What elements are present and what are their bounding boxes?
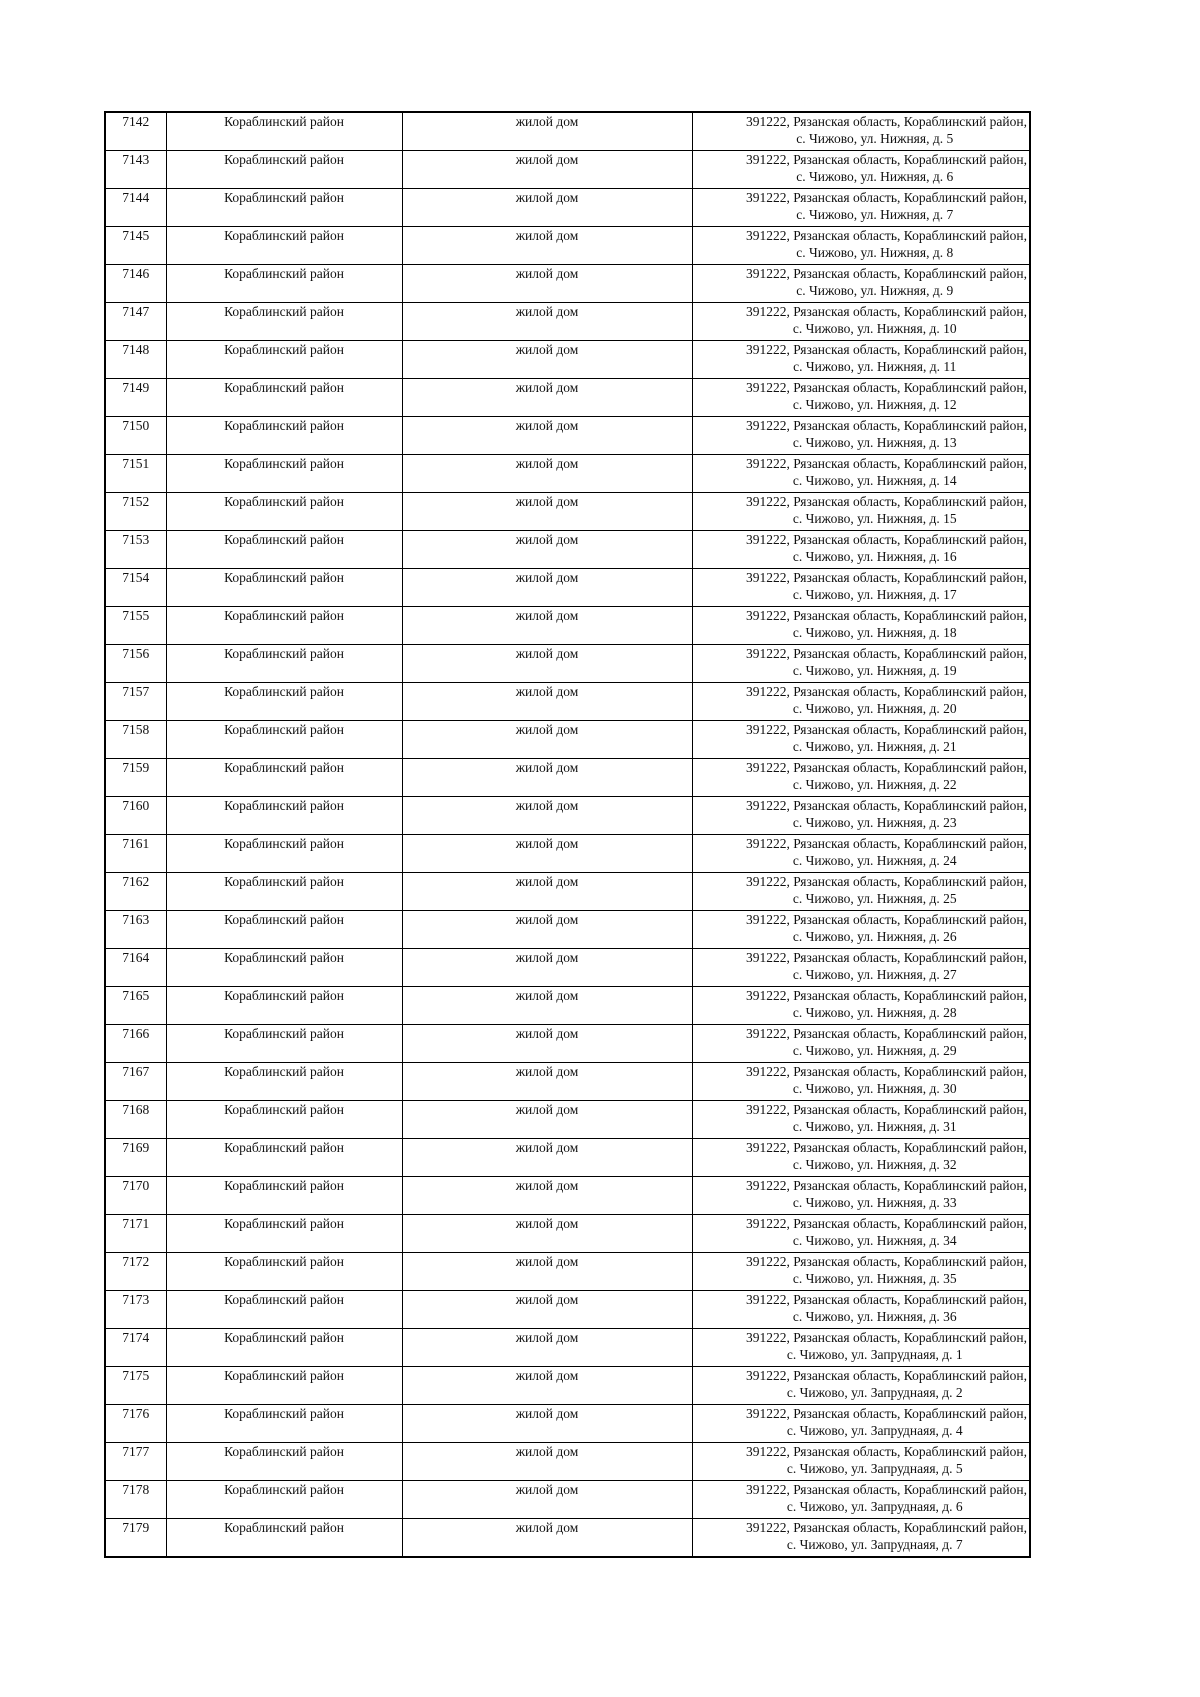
address-line-1: 391222, Рязанская область, Кораблинский район,	[746, 1026, 1027, 1041]
address-line-2: с. Чижово, ул. Нижняя, д. 35	[792, 1271, 957, 1286]
address-line-2: с. Чижово, ул. Нижняя, д. 7	[796, 207, 954, 222]
table-row	[105, 1481, 1030, 1519]
district-cell: Кораблинский район	[166, 1063, 402, 1101]
district-cell: Кораблинский район	[166, 797, 402, 835]
address-line-2: с. Чижово, ул. Нижняя, д. 19	[792, 663, 957, 678]
row-number: 7144	[105, 189, 166, 227]
district-cell: Кораблинский район	[166, 1405, 402, 1443]
table-row	[105, 1063, 1030, 1101]
address-line-2: с. Чижово, ул. Запруднаяя, д. 2	[786, 1385, 963, 1400]
table-row	[105, 797, 1030, 835]
address-cell	[692, 873, 1030, 911]
address-line-2: с. Чижово, ул. Нижняя, д. 28	[792, 1005, 957, 1020]
address-line-1: 391222, Рязанская область, Кораблинский район,	[746, 836, 1027, 851]
object-type-cell: жилой дом	[402, 607, 692, 645]
object-type-cell: жилой дом	[402, 303, 692, 341]
object-type-cell: жилой дом	[402, 1519, 692, 1558]
address-cell	[692, 1101, 1030, 1139]
address-line-2: с. Чижово, ул. Нижняя, д. 16	[792, 549, 957, 564]
address-line-2: с. Чижово, ул. Нижняя, д. 34	[792, 1233, 957, 1248]
table-row	[105, 151, 1030, 189]
table-row	[105, 949, 1030, 987]
district-cell: Кораблинский район	[166, 987, 402, 1025]
row-number: 7149	[105, 379, 166, 417]
row-number: 7142	[105, 112, 166, 151]
object-type-cell: жилой дом	[402, 227, 692, 265]
address-line-2: с. Чижово, ул. Нижняя, д. 14	[792, 473, 957, 488]
row-number: 7169	[105, 1139, 166, 1177]
row-number: 7176	[105, 1405, 166, 1443]
table-row	[105, 1291, 1030, 1329]
object-type-cell: жилой дом	[402, 189, 692, 227]
object-type-cell: жилой дом	[402, 721, 692, 759]
address-line-1: 391222, Рязанская область, Кораблинский район,	[746, 380, 1027, 395]
table-row	[105, 987, 1030, 1025]
table-row	[105, 873, 1030, 911]
address-line-1: 391222, Рязанская область, Кораблинский район,	[746, 494, 1027, 509]
address-cell	[692, 1253, 1030, 1291]
address-cell	[692, 911, 1030, 949]
row-number: 7173	[105, 1291, 166, 1329]
object-type-cell: жилой дом	[402, 455, 692, 493]
table-row	[105, 683, 1030, 721]
address-line-2: с. Чижово, ул. Нижняя, д. 10	[792, 321, 957, 336]
district-cell: Кораблинский район	[166, 1215, 402, 1253]
row-number: 7179	[105, 1519, 166, 1558]
table-row	[105, 265, 1030, 303]
address-line-1: 391222, Рязанская область, Кораблинский район,	[746, 266, 1027, 281]
table-row	[105, 1405, 1030, 1443]
address-line-1: 391222, Рязанская область, Кораблинский район,	[746, 114, 1027, 129]
address-line-2: с. Чижово, ул. Запруднаяя, д. 4	[786, 1423, 963, 1438]
row-number: 7163	[105, 911, 166, 949]
district-cell: Кораблинский район	[166, 949, 402, 987]
object-type-cell: жилой дом	[402, 1025, 692, 1063]
row-number: 7159	[105, 759, 166, 797]
table-row	[105, 569, 1030, 607]
district-cell: Кораблинский район	[166, 1481, 402, 1519]
address-line-2: с. Чижово, ул. Нижняя, д. 36	[792, 1309, 957, 1324]
address-line-2: с. Чижово, ул. Нижняя, д. 33	[792, 1195, 957, 1210]
address-cell	[692, 151, 1030, 189]
object-type-cell: жилой дом	[402, 1405, 692, 1443]
row-number: 7170	[105, 1177, 166, 1215]
district-cell: Кораблинский район	[166, 1253, 402, 1291]
housing-register-table	[104, 111, 1031, 1558]
address-line-1: 391222, Рязанская область, Кораблинский район,	[746, 228, 1027, 243]
address-cell	[692, 1367, 1030, 1405]
address-line-2: с. Чижово, ул. Нижняя, д. 17	[792, 587, 957, 602]
table-row	[105, 645, 1030, 683]
table-row	[105, 379, 1030, 417]
district-cell: Кораблинский район	[166, 569, 402, 607]
table-row	[105, 1329, 1030, 1367]
district-cell: Кораблинский район	[166, 455, 402, 493]
object-type-cell: жилой дом	[402, 873, 692, 911]
object-type-cell: жилой дом	[402, 1481, 692, 1519]
address-line-2: с. Чижово, ул. Нижняя, д. 15	[792, 511, 957, 526]
address-line-1: 391222, Рязанская область, Кораблинский район,	[746, 1444, 1027, 1459]
object-type-cell: жилой дом	[402, 987, 692, 1025]
address-cell	[692, 1025, 1030, 1063]
district-cell: Кораблинский район	[166, 151, 402, 189]
address-cell	[692, 227, 1030, 265]
address-cell	[692, 265, 1030, 303]
address-line-2: с. Чижово, ул. Нижняя, д. 25	[792, 891, 957, 906]
district-cell: Кораблинский район	[166, 1177, 402, 1215]
address-cell	[692, 607, 1030, 645]
object-type-cell: жилой дом	[402, 265, 692, 303]
row-number: 7156	[105, 645, 166, 683]
address-cell	[692, 721, 1030, 759]
address-line-1: 391222, Рязанская область, Кораблинский район,	[746, 798, 1027, 813]
object-type-cell: жилой дом	[402, 1291, 692, 1329]
row-number: 7147	[105, 303, 166, 341]
district-cell: Кораблинский район	[166, 911, 402, 949]
address-cell	[692, 417, 1030, 455]
district-cell: Кораблинский район	[166, 683, 402, 721]
district-cell: Кораблинский район	[166, 189, 402, 227]
row-number: 7167	[105, 1063, 166, 1101]
address-line-2: с. Чижово, ул. Запруднаяя, д. 7	[786, 1537, 963, 1552]
address-cell	[692, 1291, 1030, 1329]
address-cell	[692, 112, 1030, 151]
object-type-cell: жилой дом	[402, 911, 692, 949]
address-cell	[692, 683, 1030, 721]
address-line-1: 391222, Рязанская область, Кораблинский район,	[746, 342, 1027, 357]
district-cell: Кораблинский район	[166, 835, 402, 873]
object-type-cell: жилой дом	[402, 949, 692, 987]
object-type-cell: жилой дом	[402, 1253, 692, 1291]
address-line-2: с. Чижово, ул. Нижняя, д. 27	[792, 967, 957, 982]
row-number: 7152	[105, 493, 166, 531]
address-cell	[692, 797, 1030, 835]
table-row	[105, 1367, 1030, 1405]
district-cell: Кораблинский район	[166, 1139, 402, 1177]
row-number: 7161	[105, 835, 166, 873]
address-line-2: с. Чижово, ул. Нижняя, д. 29	[792, 1043, 957, 1058]
table-row	[105, 1177, 1030, 1215]
district-cell: Кораблинский район	[166, 493, 402, 531]
object-type-cell: жилой дом	[402, 1139, 692, 1177]
address-line-1: 391222, Рязанская область, Кораблинский район,	[746, 646, 1027, 661]
row-number: 7162	[105, 873, 166, 911]
row-number: 7143	[105, 151, 166, 189]
address-line-1: 391222, Рязанская область, Кораблинский район,	[746, 988, 1027, 1003]
address-line-2: с. Чижово, ул. Нижняя, д. 11	[793, 359, 957, 374]
address-line-2: с. Чижово, ул. Нижняя, д. 26	[792, 929, 957, 944]
address-cell	[692, 1443, 1030, 1481]
table-row	[105, 911, 1030, 949]
address-line-1: 391222, Рязанская область, Кораблинский район,	[746, 456, 1027, 471]
address-line-2: с. Чижово, ул. Нижняя, д. 31	[792, 1119, 957, 1134]
row-number: 7150	[105, 417, 166, 455]
address-line-1: 391222, Рязанская область, Кораблинский район,	[746, 760, 1027, 775]
row-number: 7164	[105, 949, 166, 987]
district-cell: Кораблинский район	[166, 227, 402, 265]
address-line-1: 391222, Рязанская область, Кораблинский район,	[746, 608, 1027, 623]
address-cell	[692, 645, 1030, 683]
district-cell: Кораблинский район	[166, 303, 402, 341]
row-number: 7171	[105, 1215, 166, 1253]
address-cell	[692, 759, 1030, 797]
object-type-cell: жилой дом	[402, 759, 692, 797]
address-cell	[692, 303, 1030, 341]
address-line-1: 391222, Рязанская область, Кораблинский район,	[746, 1254, 1027, 1269]
object-type-cell: жилой дом	[402, 531, 692, 569]
district-cell: Кораблинский район	[166, 645, 402, 683]
address-line-1: 391222, Рязанская область, Кораблинский район,	[746, 912, 1027, 927]
address-cell	[692, 1405, 1030, 1443]
table-row	[105, 1519, 1030, 1558]
table-row	[105, 759, 1030, 797]
address-line-1: 391222, Рязанская область, Кораблинский район,	[746, 1178, 1027, 1193]
address-cell	[692, 1519, 1030, 1558]
address-line-2: с. Чижово, ул. Нижняя, д. 22	[792, 777, 957, 792]
address-cell	[692, 987, 1030, 1025]
address-line-2: с. Чижово, ул. Нижняя, д. 32	[792, 1157, 957, 1172]
address-line-2: с. Чижово, ул. Нижняя, д. 5	[796, 131, 954, 146]
table-row	[105, 1215, 1030, 1253]
row-number: 7151	[105, 455, 166, 493]
address-line-2: с. Чижово, ул. Запруднаяя, д. 6	[786, 1499, 963, 1514]
address-line-1: 391222, Рязанская область, Кораблинский район,	[746, 1368, 1027, 1383]
district-cell: Кораблинский район	[166, 1519, 402, 1558]
table-row	[105, 721, 1030, 759]
row-number: 7166	[105, 1025, 166, 1063]
district-cell: Кораблинский район	[166, 1101, 402, 1139]
row-number: 7153	[105, 531, 166, 569]
address-cell	[692, 1063, 1030, 1101]
object-type-cell: жилой дом	[402, 645, 692, 683]
object-type-cell: жилой дом	[402, 112, 692, 151]
address-line-1: 391222, Рязанская область, Кораблинский район,	[746, 722, 1027, 737]
row-number: 7146	[105, 265, 166, 303]
address-line-2: с. Чижово, ул. Нижняя, д. 13	[792, 435, 957, 450]
address-cell	[692, 379, 1030, 417]
address-cell	[692, 1139, 1030, 1177]
address-cell	[692, 455, 1030, 493]
object-type-cell: жилой дом	[402, 1367, 692, 1405]
object-type-cell: жилой дом	[402, 1063, 692, 1101]
address-cell	[692, 341, 1030, 379]
district-cell: Кораблинский район	[166, 531, 402, 569]
table-row	[105, 1101, 1030, 1139]
object-type-cell: жилой дом	[402, 1443, 692, 1481]
row-number: 7172	[105, 1253, 166, 1291]
address-line-1: 391222, Рязанская область, Кораблинский район,	[746, 1216, 1027, 1231]
table-row	[105, 112, 1030, 151]
row-number: 7155	[105, 607, 166, 645]
address-cell	[692, 1177, 1030, 1215]
district-cell: Кораблинский район	[166, 1025, 402, 1063]
address-line-1: 391222, Рязанская область, Кораблинский район,	[746, 874, 1027, 889]
row-number: 7158	[105, 721, 166, 759]
row-number: 7175	[105, 1367, 166, 1405]
address-line-1: 391222, Рязанская область, Кораблинский район,	[746, 1140, 1027, 1155]
address-line-1: 391222, Рязанская область, Кораблинский район,	[746, 950, 1027, 965]
address-line-1: 391222, Рязанская область, Кораблинский район,	[746, 1102, 1027, 1117]
address-line-2: с. Чижово, ул. Нижняя, д. 8	[796, 245, 954, 260]
address-cell	[692, 1481, 1030, 1519]
address-cell	[692, 531, 1030, 569]
address-line-1: 391222, Рязанская область, Кораблинский район,	[746, 1520, 1027, 1535]
address-line-2: с. Чижово, ул. Запруднаяя, д. 5	[786, 1461, 963, 1476]
address-line-1: 391222, Рязанская область, Кораблинский район,	[746, 1406, 1027, 1421]
table-row	[105, 607, 1030, 645]
address-line-2: с. Чижово, ул. Нижняя, д. 24	[792, 853, 957, 868]
district-cell: Кораблинский район	[166, 607, 402, 645]
table-row	[105, 1139, 1030, 1177]
address-line-1: 391222, Рязанская область, Кораблинский район,	[746, 570, 1027, 585]
address-line-1: 391222, Рязанская область, Кораблинский район,	[746, 532, 1027, 547]
district-cell: Кораблинский район	[166, 759, 402, 797]
address-line-1: 391222, Рязанская область, Кораблинский район,	[746, 304, 1027, 319]
table-row	[105, 455, 1030, 493]
address-cell	[692, 1329, 1030, 1367]
address-line-2: с. Чижово, ул. Нижняя, д. 21	[792, 739, 957, 754]
address-line-1: 391222, Рязанская область, Кораблинский район,	[746, 1482, 1027, 1497]
object-type-cell: жилой дом	[402, 341, 692, 379]
object-type-cell: жилой дом	[402, 683, 692, 721]
row-number: 7165	[105, 987, 166, 1025]
district-cell: Кораблинский район	[166, 1291, 402, 1329]
object-type-cell: жилой дом	[402, 1177, 692, 1215]
object-type-cell: жилой дом	[402, 417, 692, 455]
table-row	[105, 417, 1030, 455]
address-line-2: с. Чижово, ул. Нижняя, д. 23	[792, 815, 957, 830]
address-line-1: 391222, Рязанская область, Кораблинский район,	[746, 190, 1027, 205]
address-line-1: 391222, Рязанская область, Кораблинский район,	[746, 1330, 1027, 1345]
address-line-2: с. Чижово, ул. Запруднаяя, д. 1	[786, 1347, 963, 1362]
district-cell: Кораблинский район	[166, 1443, 402, 1481]
address-line-2: с. Чижово, ул. Нижняя, д. 18	[792, 625, 957, 640]
district-cell: Кораблинский район	[166, 721, 402, 759]
table-row	[105, 493, 1030, 531]
district-cell: Кораблинский район	[166, 873, 402, 911]
address-cell	[692, 189, 1030, 227]
address-cell	[692, 569, 1030, 607]
address-cell	[692, 493, 1030, 531]
object-type-cell: жилой дом	[402, 493, 692, 531]
address-line-2: с. Чижово, ул. Нижняя, д. 12	[792, 397, 957, 412]
address-line-1: 391222, Рязанская область, Кораблинский район,	[746, 684, 1027, 699]
address-cell	[692, 949, 1030, 987]
address-line-1: 391222, Рязанская область, Кораблинский район,	[746, 1292, 1027, 1307]
row-number: 7157	[105, 683, 166, 721]
district-cell: Кораблинский район	[166, 1367, 402, 1405]
address-line-1: 391222, Рязанская область, Кораблинский район,	[746, 152, 1027, 167]
address-line-2: с. Чижово, ул. Нижняя, д. 9	[796, 283, 954, 298]
address-line-1: 391222, Рязанская область, Кораблинский район,	[746, 1064, 1027, 1079]
table-row	[105, 1253, 1030, 1291]
address-line-1: 391222, Рязанская область, Кораблинский район,	[746, 418, 1027, 433]
object-type-cell: жилой дом	[402, 569, 692, 607]
table-row	[105, 1025, 1030, 1063]
row-number: 7148	[105, 341, 166, 379]
table-row	[105, 303, 1030, 341]
row-number: 7160	[105, 797, 166, 835]
table-row	[105, 227, 1030, 265]
district-cell: Кораблинский район	[166, 265, 402, 303]
address-line-2: с. Чижово, ул. Нижняя, д. 30	[792, 1081, 957, 1096]
table-row	[105, 835, 1030, 873]
district-cell: Кораблинский район	[166, 417, 402, 455]
address-line-2: с. Чижово, ул. Нижняя, д. 20	[792, 701, 957, 716]
object-type-cell: жилой дом	[402, 151, 692, 189]
address-cell	[692, 835, 1030, 873]
row-number: 7177	[105, 1443, 166, 1481]
row-number: 7174	[105, 1329, 166, 1367]
row-number: 7178	[105, 1481, 166, 1519]
object-type-cell: жилой дом	[402, 797, 692, 835]
table-row	[105, 1443, 1030, 1481]
table-row	[105, 341, 1030, 379]
district-cell: Кораблинский район	[166, 379, 402, 417]
address-cell	[692, 1215, 1030, 1253]
district-cell: Кораблинский район	[166, 112, 402, 151]
address-line-2: с. Чижово, ул. Нижняя, д. 6	[796, 169, 954, 184]
table-row	[105, 531, 1030, 569]
row-number: 7145	[105, 227, 166, 265]
object-type-cell: жилой дом	[402, 1101, 692, 1139]
district-cell: Кораблинский район	[166, 1329, 402, 1367]
object-type-cell: жилой дом	[402, 1215, 692, 1253]
table-row	[105, 189, 1030, 227]
row-number: 7168	[105, 1101, 166, 1139]
object-type-cell: жилой дом	[402, 379, 692, 417]
row-number: 7154	[105, 569, 166, 607]
district-cell: Кораблинский район	[166, 341, 402, 379]
table-body	[105, 112, 1030, 1557]
object-type-cell: жилой дом	[402, 1329, 692, 1367]
object-type-cell: жилой дом	[402, 835, 692, 873]
